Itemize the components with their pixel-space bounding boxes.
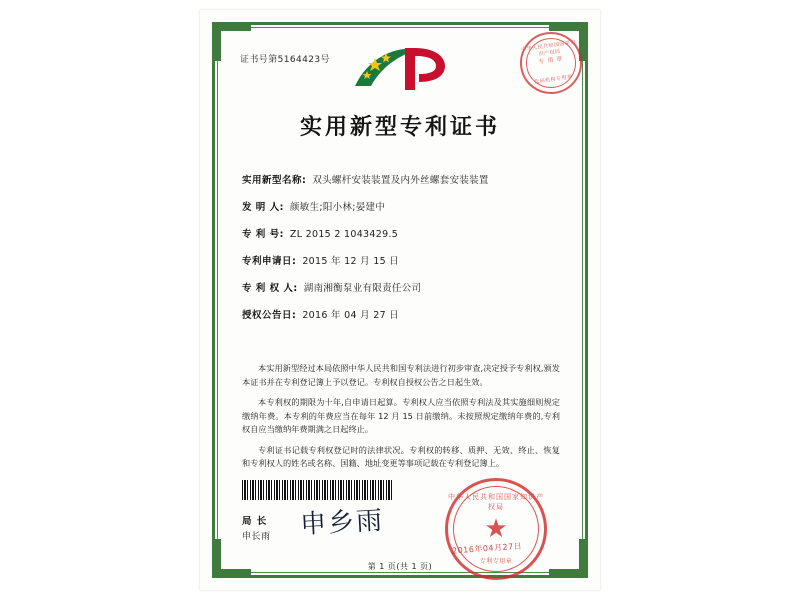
star-icon: ★ <box>484 514 508 544</box>
field-label: 发 明 人: <box>242 202 284 213</box>
barcode <box>242 480 392 500</box>
field-row-patent-number <box>242 226 558 240</box>
official-seal-bottom-text: 专利专用章 <box>479 558 513 565</box>
field-row-application-date <box>242 253 558 267</box>
field-value: 双头螺杆安装装置及内外丝螺套安装装置 <box>312 175 489 186</box>
patent-certificate-sheet <box>200 10 600 590</box>
certificate-fields <box>242 172 558 334</box>
field-value: 湖南湘衡泵业有限责任公司 <box>303 283 422 294</box>
body-paragraph-2: 本专利权的期限为十年,自申请日起算。专利权人应当依照专利法及其实施细则规定缴纳年费。本专利的年费应当在每年 12 月 15 日前缴纳。未按照规定缴纳年费的,专利权自应当缴纳年费期满之日起终止。 <box>242 397 560 434</box>
page-footer: 第 1 页(共 1 页) <box>367 562 433 571</box>
top-seal-text-line3: 代码机构专用章 <box>533 74 573 86</box>
top-seal-text-line2: 专 用 章 <box>538 55 564 66</box>
field-value: ZL 2015 2 1043429.5 <box>289 229 399 240</box>
field-row-utility-model-name <box>242 172 558 186</box>
field-label: 授权公告日: <box>242 310 297 321</box>
field-value: 2015 年 12 月 15 日 <box>302 256 400 267</box>
field-label: 专 利 号: <box>242 229 284 240</box>
field-row-patentee <box>242 280 558 294</box>
director-name: 申长雨 <box>242 532 271 542</box>
body-paragraph-3: 专利证书记载专利权登记时的法律状况。专利权的转移、质押、无效、终止、恢复和专利权人的姓名或名称、国籍、地址变更等事项记载在专利登记簿上。 <box>242 444 560 468</box>
certificate-title: 实用新型专利证书 <box>299 114 500 140</box>
field-label: 专 利 权 人: <box>242 283 298 294</box>
body-paragraph-1: 本实用新型经过本局依照中华人民共和国专利法进行初步审查,决定授予专利权,颁发本证书并在专利登记簿上予以登记。专利权自授权公告之日起生效。 <box>242 363 560 387</box>
sipo-logo-icon <box>345 40 455 102</box>
field-label: 专利申请日: <box>242 256 297 267</box>
certificate-number: 证书号第5164423号 <box>240 55 330 65</box>
field-row-inventors <box>242 199 558 213</box>
certificate-body-text <box>242 362 560 478</box>
field-row-grant-date <box>242 307 558 321</box>
field-label: 实用新型名称: <box>242 175 307 186</box>
official-seal-date: 2016年04月27日 <box>451 541 523 556</box>
field-value: 颜敏生;阳小林;晏建中 <box>289 202 386 213</box>
director-label: 局 长 <box>242 516 268 527</box>
top-seal-text-line1: 中华人民共和国国家知识产权局 <box>520 39 577 58</box>
official-seal-top-text: 中华人民共和国国家知识产权局 <box>448 493 544 511</box>
field-value: 2016 年 04 月 27 日 <box>302 310 400 321</box>
director-handwritten-signature: 申乡雨 <box>299 505 385 541</box>
